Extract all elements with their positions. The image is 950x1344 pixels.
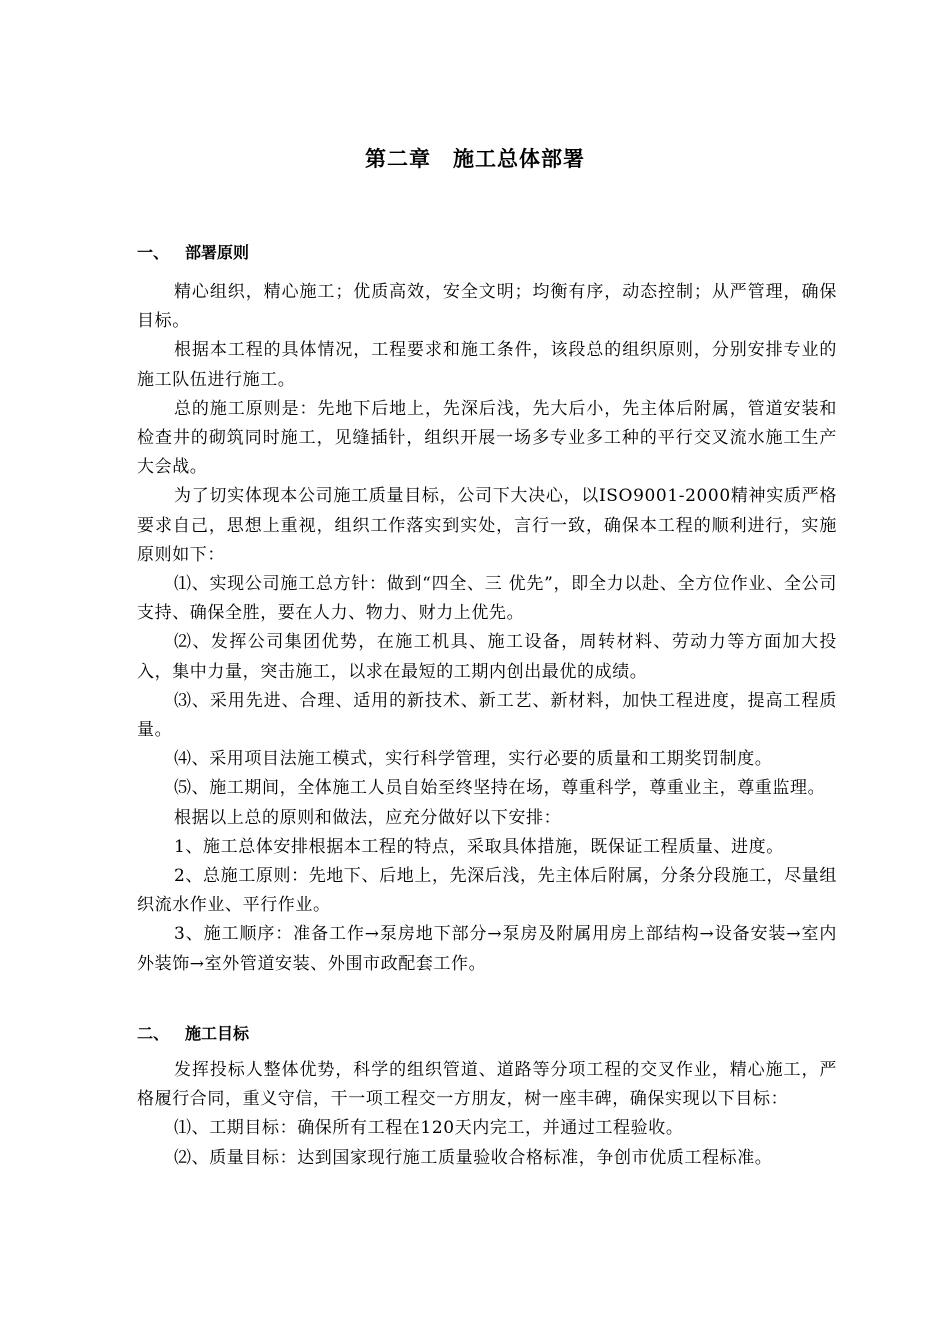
list-item: ⑴、实现公司施工总方针：做到“四全、三 优先”，即全力以赴、全方位作业、全公司支持、确保全胜，要在人力、物力、财力上优先。 xyxy=(137,574,837,624)
paragraph: 为了切实体现本公司施工质量目标，公司下大决心，以ISO9001-2000精神实质严格要求自己，思想上重视，组织工作落实到实处，言行一致，确保本工程的顺利进行，实施原则如下： xyxy=(137,486,837,565)
chapter-title xyxy=(0,143,950,175)
section-heading-goals xyxy=(137,1021,837,1047)
paragraph: 根据本工程的具体情况，工程要求和施工条件，该段总的组织原则，分别安排专业的施工队伍进行施工。 xyxy=(137,340,837,390)
section-title: 施工目标 xyxy=(185,1024,250,1043)
list-item: ⑸、施工期间，全体施工人员自始至终坚持在场，尊重科学，尊重业主，尊重监理。 xyxy=(174,778,826,799)
paragraph: 根据以上总的原则和做法，应充分做好以下安排： xyxy=(174,807,562,828)
list-item: ⑵、发挥公司集团优势，在施工机具、施工设备，周转材料、劳动力等方面加大投入，集中力量，突击施工，以求在最短的工期内创出最优的成绩。 xyxy=(137,632,837,682)
section-body-principles xyxy=(137,278,837,979)
paragraph: 精心组织，精心施工；优质高效，安全文明；均衡有序，动态控制；从严管理，确保目标。 xyxy=(137,282,837,332)
list-item: ⑴、工期目标：确保所有工程在120天内完工，并通过工程验收。 xyxy=(174,1118,684,1139)
chapter-name: 施工总体部署 xyxy=(453,146,585,171)
list-item: ⑷、采用项目法施工模式，实行科学管理，实行必要的质量和工期奖罚制度。 xyxy=(174,749,773,770)
paragraph: 发挥投标人整体优势，科学的组织管道、道路等分项工程的交叉作业，精心施工，严格履行合同，重义守信，干一项工程交一方朋友，树一座丰碑，确保实现以下目标： xyxy=(137,1060,837,1110)
chapter-number: 第二章 xyxy=(365,146,431,171)
section-heading-principles xyxy=(137,240,837,266)
paragraph: 总的施工原则是：先地下后地上，先深后浅，先大后小，先主体后附属，管道安装和检查井的砌筑同时施工，见缝插针，组织开展一场多专业多工种的平行交叉流水施工生产大会战。 xyxy=(137,398,837,478)
list-item: 2、总施工原则：先地下、后地上，先深后浅，先主体后附属，分条分段施工，尽量组织流水作业、平行作业。 xyxy=(137,866,837,916)
section-number: 二、 xyxy=(137,1024,170,1043)
list-item: ⑵、质量目标：达到国家现行施工质量验收合格标准，争创市优质工程标准。 xyxy=(174,1147,773,1168)
list-item: 1、施工总体安排根据本工程的特点，采取具体措施，既保证工程质量、进度。 xyxy=(174,836,784,857)
section-title: 部署原则 xyxy=(185,243,250,262)
section-number: 一、 xyxy=(137,243,170,262)
list-item: ⑶、采用先进、合理、适用的新技术、新工艺、新材料，加快工程进度，提高工程质量。 xyxy=(137,690,837,741)
list-item: 3、施工顺序：准备工作→泵房地下部分→泵房及附属用房上部结构→设备安装→室内外装饰→室外管道安装、外围市政配套工作。 xyxy=(137,924,837,974)
section-body-goals xyxy=(137,1056,837,1173)
